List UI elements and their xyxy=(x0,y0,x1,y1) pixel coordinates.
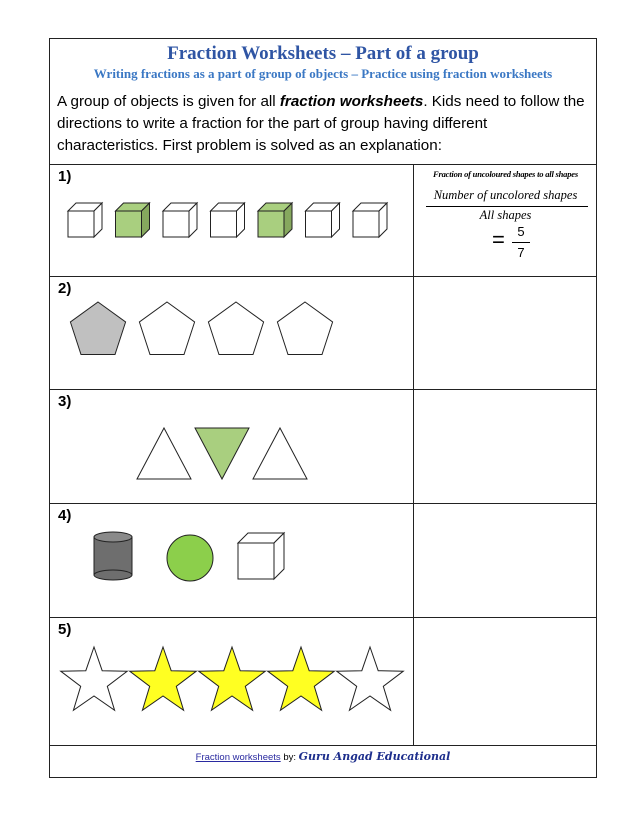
problem-4-shapes xyxy=(50,504,413,618)
problem-row-2 xyxy=(50,276,596,389)
brand-logo-text: Guru Angad Educational xyxy=(298,750,451,763)
problem-row-1 xyxy=(50,164,596,276)
answer-4[interactable] xyxy=(414,504,597,617)
page-title: Fraction Worksheets – Part of a group xyxy=(167,43,479,64)
answer-denominator: 7 xyxy=(517,245,525,260)
problem-row-4 xyxy=(50,503,596,617)
intro-text-2: . Kids need to follow the directions to write a fraction for the part of group having different characteristics. First problem is solved as an explanation: xyxy=(57,93,585,154)
star-yellow xyxy=(199,647,266,710)
star-yellow xyxy=(268,647,335,710)
problem-1-shapes xyxy=(50,165,413,277)
problem-row-5 xyxy=(50,617,596,746)
intro-text-1: A group of objects is given for all xyxy=(57,93,280,110)
answer-heading: Fraction of uncoloured shapes to all shapes xyxy=(433,169,578,179)
problem-number: 5) xyxy=(58,621,72,638)
answer-2[interactable] xyxy=(414,277,597,389)
problem-3-shapes xyxy=(50,390,413,504)
pentagon-white xyxy=(277,302,332,355)
problem-number: 2) xyxy=(58,280,72,297)
answer-numerator: 5 xyxy=(517,224,525,239)
star-white xyxy=(337,647,404,710)
footer-by: by: xyxy=(280,752,299,763)
cube-green xyxy=(258,203,292,237)
pentagon-white xyxy=(139,302,194,355)
cube-white xyxy=(353,203,387,237)
cube-white xyxy=(306,203,340,237)
triangle-white xyxy=(253,428,307,479)
cube-white xyxy=(68,203,102,237)
star-white xyxy=(61,647,128,710)
problem-number: 4) xyxy=(58,507,72,524)
problem-number: 3) xyxy=(58,393,72,410)
cube-white xyxy=(211,203,245,237)
intro-paragraph xyxy=(57,91,591,157)
answer-fraction xyxy=(512,224,530,262)
intro-emphasis: fraction worksheets xyxy=(279,93,424,110)
problem-number: 1) xyxy=(58,168,72,185)
problem-5-shapes xyxy=(50,618,413,746)
pentagon-gray xyxy=(70,302,125,355)
problem-row-3 xyxy=(50,389,596,503)
page-subtitle: Writing fractions as a part of group of objects – Practice using fraction worksheets xyxy=(93,66,553,81)
cube-white xyxy=(163,203,197,237)
footer xyxy=(50,750,596,763)
cube-green xyxy=(116,203,150,237)
cube-white xyxy=(238,533,284,579)
answer-3[interactable] xyxy=(414,390,597,503)
triangle-white xyxy=(137,428,191,479)
answer-5[interactable] xyxy=(414,618,597,745)
answer-1 xyxy=(414,165,597,276)
problem-2-shapes xyxy=(50,277,413,390)
worksheet-page xyxy=(49,38,597,778)
equals-sign: = xyxy=(492,227,505,252)
triangle-green xyxy=(195,428,249,479)
circle-green xyxy=(167,535,213,581)
pentagon-white xyxy=(208,302,263,355)
cylinder-gray xyxy=(94,532,132,580)
fraction-bar xyxy=(426,206,588,207)
answer-numerator-label: Number of uncolored shapes xyxy=(433,188,578,202)
fraction-worksheets-link[interactable]: Fraction worksheets xyxy=(195,752,281,763)
answer-denominator-label: All shapes xyxy=(479,208,532,222)
star-yellow xyxy=(130,647,197,710)
